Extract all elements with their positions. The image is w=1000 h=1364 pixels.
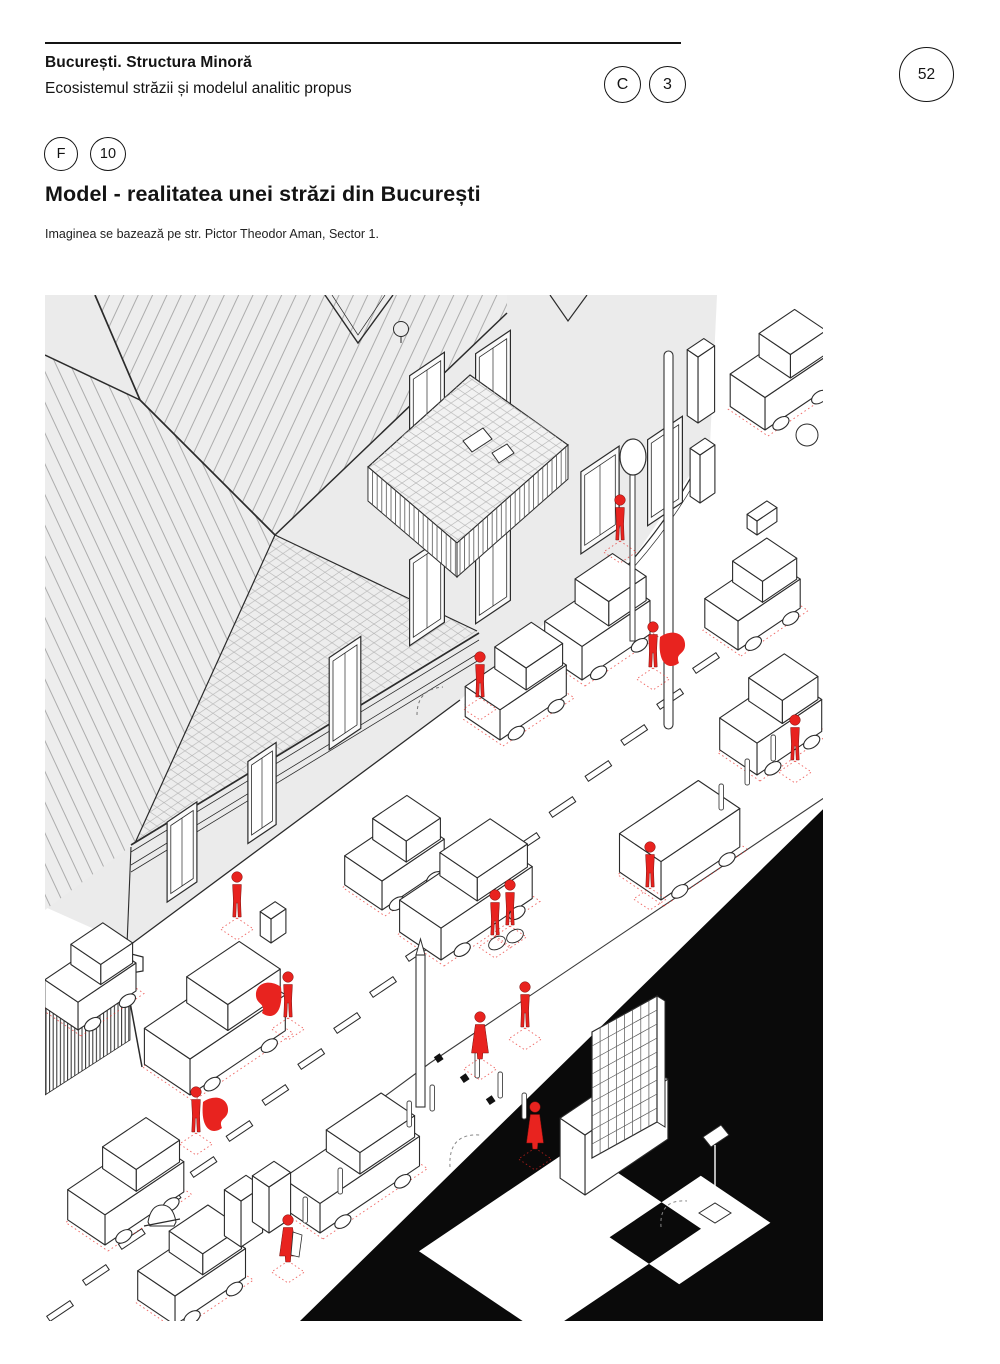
vehicle [718, 654, 823, 781]
buildings-group [45, 295, 717, 1095]
section-marker-3: 3 [649, 66, 686, 103]
pedestrian-figure [221, 872, 254, 940]
figure-caption: Imaginea se bazează pe str. Pictor Theodor Aman, Sector 1. [45, 227, 379, 241]
header-rule [45, 42, 681, 44]
page-header-title: București. Structura Minoră [45, 54, 252, 71]
figure-title: Model - realitatea unei străzi din București [45, 182, 481, 206]
page-header-subtitle: Ecosistemul străzii și modelul analitic propus [45, 80, 352, 97]
axonometric-street-illustration [45, 295, 823, 1321]
vehicle [728, 309, 823, 436]
page-number-badge: 52 [899, 47, 954, 102]
figure-marker-10: 10 [90, 137, 126, 171]
vehicle [618, 781, 748, 907]
section-marker-c: C [604, 66, 641, 103]
vehicle [703, 538, 808, 656]
figure-marker-f: F [44, 137, 78, 171]
vehicle [142, 941, 293, 1101]
